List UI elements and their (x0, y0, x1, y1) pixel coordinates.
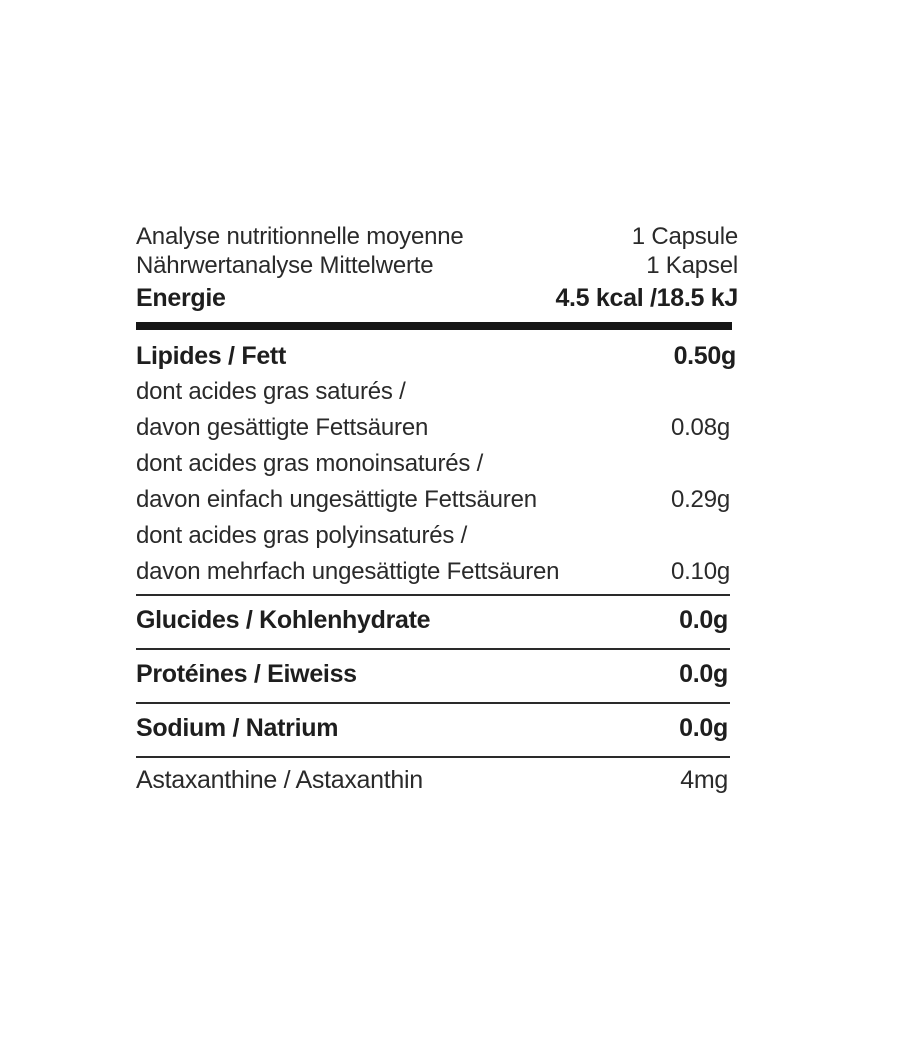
poly-value: 0.10g (670, 558, 730, 585)
energy-row (136, 283, 738, 313)
saturated-label-fr: dont acides gras saturés / (136, 378, 406, 405)
carbs-row (136, 596, 730, 648)
fat-section (136, 330, 736, 594)
serving-size-fr: 1 Capsule (631, 223, 738, 250)
serving-size-de: 1 Kapsel (646, 252, 738, 279)
sodium-section (136, 704, 730, 756)
mono-row-line1 (136, 446, 736, 482)
energy-label: Energie (136, 284, 226, 312)
protein-value: 0.0g (679, 660, 728, 688)
sodium-label: Sodium / Natrium (136, 714, 339, 742)
poly-label-de: davon mehrfach ungesättigte Fettsäuren (136, 558, 560, 585)
protein-row (136, 650, 730, 702)
poly-row-line1 (136, 518, 736, 554)
saturated-row-line1 (136, 374, 736, 410)
fat-label: Lipides / Fett (136, 342, 286, 370)
mono-label-de: davon einfach ungesättigte Fettsäuren (136, 486, 537, 513)
poly-label-fr: dont acides gras polyinsaturés / (136, 522, 468, 549)
sodium-row (136, 704, 730, 756)
mono-label-fr: dont acides gras monoinsaturés / (136, 450, 484, 477)
astaxanthin-label: Astaxanthine / Astaxanthin (136, 766, 423, 794)
header-title-fr: Analyse nutritionnelle moyenne (136, 223, 464, 250)
mono-row-line2 (136, 482, 736, 518)
fat-row (136, 338, 736, 374)
protein-section (136, 650, 730, 702)
protein-label: Protéines / Eiweiss (136, 660, 357, 688)
header-title-de: Nährwertanalyse Mittelwerte (136, 252, 434, 279)
astaxanthin-section (136, 758, 730, 806)
mono-value: 0.29g (670, 486, 730, 513)
astaxanthin-row (136, 758, 730, 806)
carbs-section (136, 596, 730, 648)
thick-divider (136, 322, 732, 330)
saturated-label-de: davon gesättigte Fettsäuren (136, 414, 429, 441)
astaxanthin-value: 4mg (680, 766, 728, 794)
nutrition-facts-panel (136, 222, 738, 806)
header-row-fr (136, 222, 738, 251)
poly-row-line2 (136, 554, 736, 590)
fat-value: 0.50g (673, 342, 736, 370)
energy-value: 4.5 kcal /18.5 kJ (555, 284, 738, 312)
saturated-value: 0.08g (670, 414, 730, 441)
header-row-de (136, 251, 738, 280)
carbs-value: 0.0g (679, 606, 728, 634)
saturated-row-line2 (136, 410, 736, 446)
sodium-value: 0.0g (679, 714, 728, 742)
carbs-label: Glucides / Kohlenhydrate (136, 606, 431, 634)
